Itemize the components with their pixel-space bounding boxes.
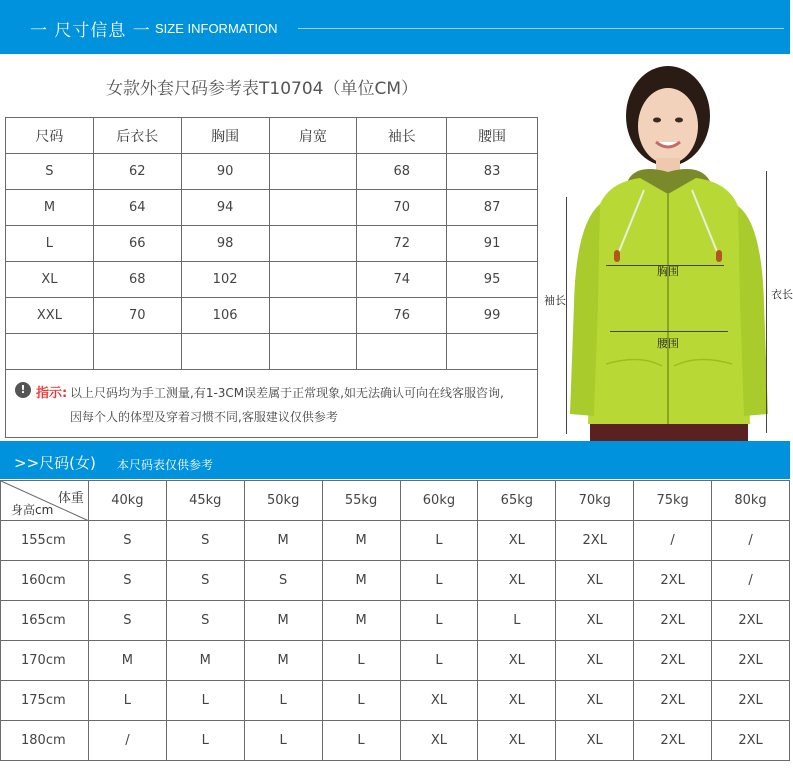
weight-header: 50kg bbox=[244, 481, 322, 521]
recommend-header-row bbox=[1, 481, 790, 521]
size-cell: XL bbox=[556, 561, 634, 601]
column-header: 胸围 bbox=[181, 118, 269, 154]
size-chart-table bbox=[5, 117, 538, 370]
weight-header: 80kg bbox=[712, 481, 790, 521]
column-header: 后衣长 bbox=[93, 118, 181, 154]
size-cell: / bbox=[712, 521, 790, 561]
table-cell bbox=[357, 334, 447, 370]
table-cell: 76 bbox=[357, 298, 447, 334]
table-cell bbox=[269, 226, 357, 262]
size-cell: L bbox=[478, 601, 556, 641]
note-box bbox=[5, 369, 538, 438]
header-title-cn: 一 尺寸信息 一 bbox=[30, 21, 151, 41]
size-cell: M bbox=[88, 641, 166, 681]
size-cell: 2XL bbox=[712, 721, 790, 761]
size-cell: XL bbox=[400, 721, 478, 761]
chest-label: 胸围 bbox=[657, 265, 679, 278]
table-cell: M bbox=[6, 190, 94, 226]
sleeve-label: 袖长 bbox=[544, 294, 566, 307]
header-title-en: SIZE INFORMATION bbox=[155, 21, 278, 36]
size-chart-header-row bbox=[6, 118, 538, 154]
table-cell: 99 bbox=[447, 298, 538, 334]
table-cell: 95 bbox=[447, 262, 538, 298]
height-label: 160cm bbox=[1, 561, 89, 601]
weight-header: 55kg bbox=[322, 481, 400, 521]
table-row bbox=[1, 721, 790, 761]
size-cell: L bbox=[322, 641, 400, 681]
table-cell bbox=[93, 334, 181, 370]
size-cell: S bbox=[166, 601, 244, 641]
size-cell: 2XL bbox=[712, 641, 790, 681]
header-divider bbox=[298, 28, 784, 29]
table-cell: 64 bbox=[93, 190, 181, 226]
size-cell: L bbox=[400, 601, 478, 641]
size-cell: M bbox=[322, 601, 400, 641]
size-cell: XL bbox=[556, 681, 634, 721]
size-cell: M bbox=[244, 521, 322, 561]
table-cell: 102 bbox=[181, 262, 269, 298]
table-cell: S bbox=[6, 154, 94, 190]
table-cell bbox=[6, 334, 94, 370]
model-photo bbox=[540, 54, 793, 441]
size-cell: L bbox=[244, 681, 322, 721]
size-cell: M bbox=[322, 561, 400, 601]
table-row bbox=[1, 641, 790, 681]
size-cell: XL bbox=[556, 641, 634, 681]
recommend-table bbox=[0, 480, 790, 761]
weight-header: 60kg bbox=[400, 481, 478, 521]
note-label: 指示: bbox=[36, 386, 68, 401]
table-cell: 94 bbox=[181, 190, 269, 226]
height-label: 170cm bbox=[1, 641, 89, 681]
size-cell: M bbox=[244, 641, 322, 681]
table-cell bbox=[269, 190, 357, 226]
recommend-title: >>尺码(女) bbox=[14, 454, 96, 472]
note-text-line2: 因每个人的体型及穿着习惯不同,客服建议仅供参考 bbox=[70, 410, 338, 424]
size-cell: 2XL bbox=[634, 681, 712, 721]
size-chart-title: 女款外套尺码参考表T10704（单位CM） bbox=[106, 79, 419, 99]
size-cell: L bbox=[400, 521, 478, 561]
size-cell: / bbox=[634, 521, 712, 561]
length-label: 衣长 bbox=[771, 288, 793, 301]
info-icon: ! bbox=[15, 382, 31, 398]
size-cell: 2XL bbox=[634, 721, 712, 761]
table-cell: 72 bbox=[357, 226, 447, 262]
size-cell: S bbox=[88, 561, 166, 601]
table-cell bbox=[447, 334, 538, 370]
table-cell: 83 bbox=[447, 154, 538, 190]
table-cell: 68 bbox=[357, 154, 447, 190]
column-header: 腰围 bbox=[447, 118, 538, 154]
model-jacket-illustration bbox=[540, 54, 793, 441]
column-header: 尺码 bbox=[6, 118, 94, 154]
size-cell: XL bbox=[400, 681, 478, 721]
size-cell: L bbox=[400, 561, 478, 601]
size-cell: 2XL bbox=[712, 601, 790, 641]
size-cell: S bbox=[166, 561, 244, 601]
waist-measure-line bbox=[610, 331, 728, 332]
recommend-subtitle: 本尺码表仅供参考 bbox=[117, 458, 214, 472]
size-cell: XL bbox=[556, 721, 634, 761]
weight-header: 70kg bbox=[556, 481, 634, 521]
size-cell: M bbox=[322, 521, 400, 561]
size-cell: L bbox=[322, 681, 400, 721]
table-cell: 62 bbox=[93, 154, 181, 190]
height-label: 165cm bbox=[1, 601, 89, 641]
table-row bbox=[1, 521, 790, 561]
weight-header: 40kg bbox=[88, 481, 166, 521]
size-cell: L bbox=[166, 721, 244, 761]
weight-header: 75kg bbox=[634, 481, 712, 521]
height-label: 175cm bbox=[1, 681, 89, 721]
table-row bbox=[6, 226, 538, 262]
table-row bbox=[6, 154, 538, 190]
table-row bbox=[6, 298, 538, 334]
weight-header: 65kg bbox=[478, 481, 556, 521]
table-cell bbox=[269, 334, 357, 370]
size-cell: XL bbox=[478, 721, 556, 761]
table-cell: 87 bbox=[447, 190, 538, 226]
table-cell: 68 bbox=[93, 262, 181, 298]
size-cell: XL bbox=[556, 601, 634, 641]
table-cell: 90 bbox=[181, 154, 269, 190]
size-cell: S bbox=[244, 561, 322, 601]
table-cell: 66 bbox=[93, 226, 181, 262]
size-cell: 2XL bbox=[634, 601, 712, 641]
size-cell: S bbox=[88, 601, 166, 641]
column-header: 肩宽 bbox=[269, 118, 357, 154]
table-row bbox=[6, 334, 538, 370]
size-cell: S bbox=[166, 521, 244, 561]
waist-label: 腰围 bbox=[657, 337, 679, 350]
table-cell: L bbox=[6, 226, 94, 262]
table-row bbox=[1, 561, 790, 601]
corner-cell bbox=[1, 481, 89, 521]
weight-header: 45kg bbox=[166, 481, 244, 521]
size-cell: 2XL bbox=[712, 681, 790, 721]
corner-weight-label: 体重 bbox=[57, 491, 84, 506]
table-cell: 70 bbox=[357, 190, 447, 226]
sleeve-measure-line bbox=[566, 197, 567, 434]
size-cell: 2XL bbox=[634, 561, 712, 601]
table-row bbox=[6, 190, 538, 226]
size-cell: M bbox=[166, 641, 244, 681]
size-cell: XL bbox=[478, 561, 556, 601]
size-cell: S bbox=[88, 521, 166, 561]
note-text-line1: 以上尺码均为手工测量,有1-3CM误差属于正常现象,如无法确认可向在线客服咨询, bbox=[70, 386, 504, 400]
size-cell: XL bbox=[478, 641, 556, 681]
table-cell: XXL bbox=[6, 298, 94, 334]
table-cell: 98 bbox=[181, 226, 269, 262]
table-cell: 70 bbox=[93, 298, 181, 334]
size-cell: 2XL bbox=[634, 641, 712, 681]
table-row bbox=[6, 262, 538, 298]
size-cell: L bbox=[166, 681, 244, 721]
length-measure-line bbox=[766, 171, 767, 433]
table-cell: 74 bbox=[357, 262, 447, 298]
size-cell: L bbox=[244, 721, 322, 761]
table-cell bbox=[269, 298, 357, 334]
size-cell: L bbox=[400, 641, 478, 681]
table-cell: 106 bbox=[181, 298, 269, 334]
size-cell: / bbox=[88, 721, 166, 761]
height-label: 180cm bbox=[1, 721, 89, 761]
size-cell: 2XL bbox=[556, 521, 634, 561]
height-label: 155cm bbox=[1, 521, 89, 561]
size-cell: XL bbox=[478, 681, 556, 721]
table-cell bbox=[269, 154, 357, 190]
size-cell: L bbox=[88, 681, 166, 721]
column-header: 袖长 bbox=[357, 118, 447, 154]
table-cell: 91 bbox=[447, 226, 538, 262]
table-row bbox=[1, 681, 790, 721]
table-cell bbox=[269, 262, 357, 298]
table-cell: XL bbox=[6, 262, 94, 298]
table-row bbox=[1, 601, 790, 641]
size-cell: L bbox=[322, 721, 400, 761]
table-cell bbox=[181, 334, 269, 370]
size-cell: XL bbox=[478, 521, 556, 561]
size-cell: M bbox=[244, 601, 322, 641]
corner-height-label: 身高cm bbox=[11, 503, 54, 517]
size-cell: / bbox=[712, 561, 790, 601]
